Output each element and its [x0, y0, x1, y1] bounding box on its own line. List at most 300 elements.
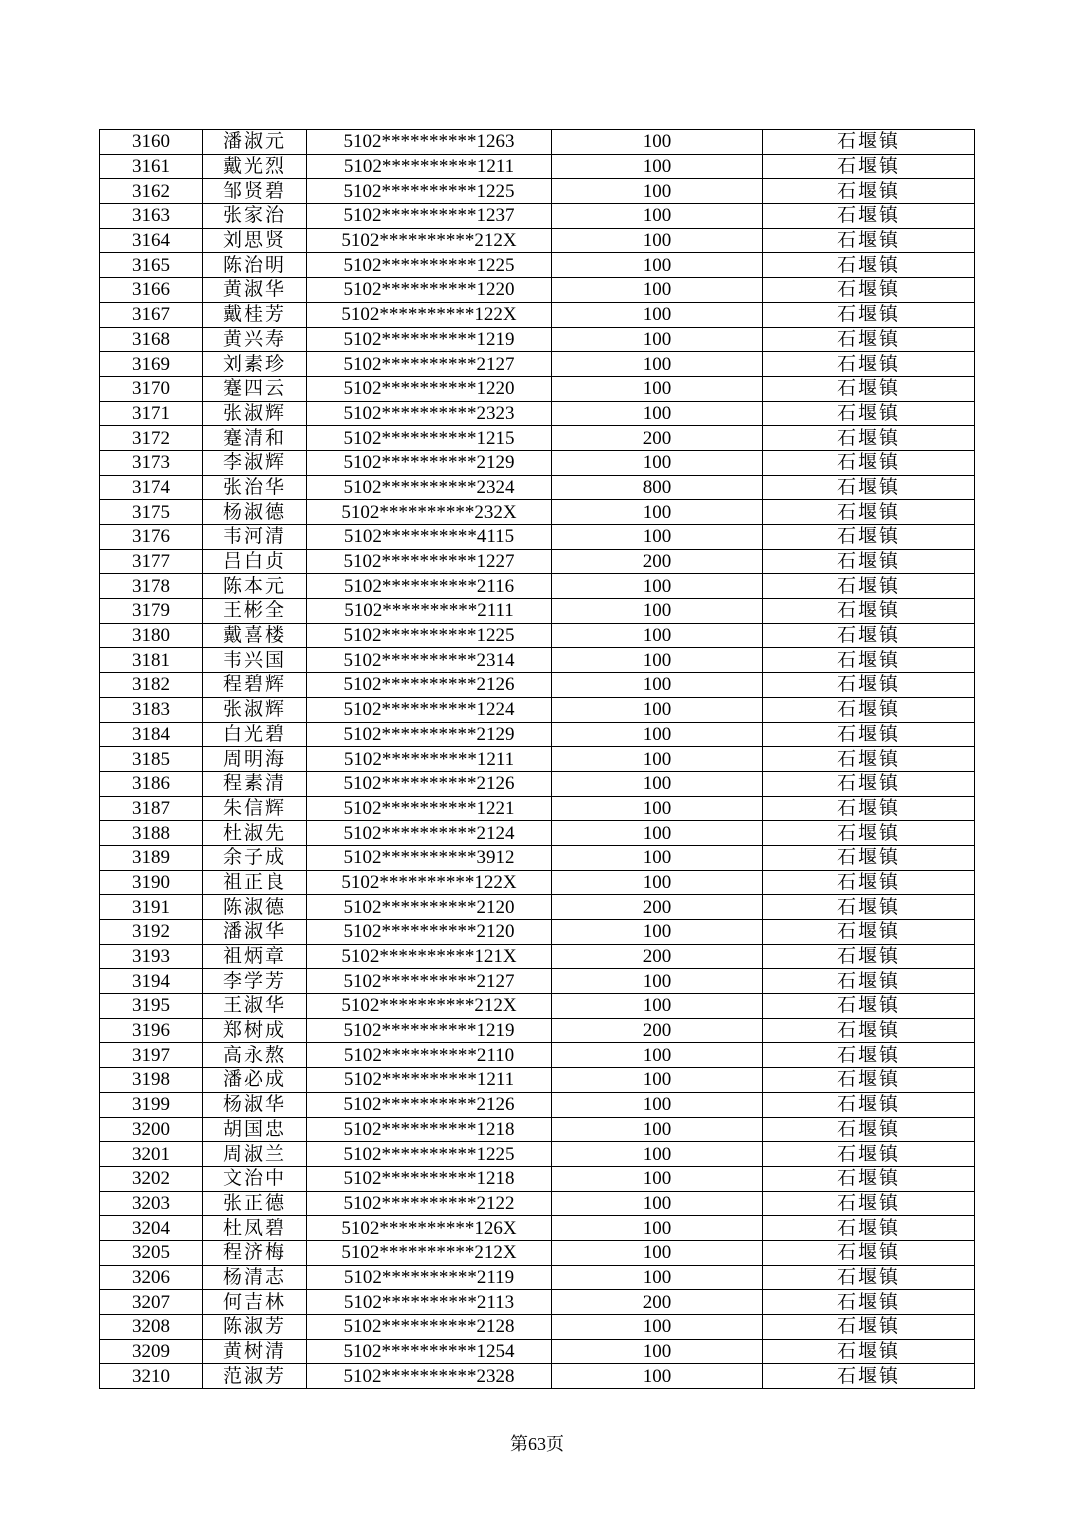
row-number: 3209	[100, 1339, 203, 1364]
person-name: 戴喜楼	[203, 623, 307, 648]
row-number: 3208	[100, 1315, 203, 1340]
town-name: 石堰镇	[763, 969, 975, 994]
row-number: 3197	[100, 1043, 203, 1068]
person-name: 邹贤碧	[203, 179, 307, 204]
amount: 200	[552, 944, 763, 969]
person-name: 潘淑华	[203, 920, 307, 945]
town-name: 石堰镇	[763, 821, 975, 846]
town-name: 石堰镇	[763, 1043, 975, 1068]
amount: 100	[552, 1265, 763, 1290]
town-name: 石堰镇	[763, 475, 975, 500]
person-name: 文治中	[203, 1166, 307, 1191]
amount: 100	[552, 870, 763, 895]
town-name: 石堰镇	[763, 302, 975, 327]
row-number: 3168	[100, 327, 203, 352]
id-number: 5102**********2324	[307, 475, 552, 500]
table-row	[100, 179, 975, 204]
id-number: 5102**********1237	[307, 204, 552, 229]
table-row	[100, 1068, 975, 1093]
person-name: 张家治	[203, 204, 307, 229]
table-row	[100, 154, 975, 179]
row-number: 3194	[100, 969, 203, 994]
row-number: 3176	[100, 525, 203, 550]
row-number: 3189	[100, 845, 203, 870]
person-name: 范淑芳	[203, 1364, 307, 1389]
person-name: 蹇四云	[203, 376, 307, 401]
town-name: 石堰镇	[763, 278, 975, 303]
person-name: 张淑辉	[203, 401, 307, 426]
amount: 100	[552, 722, 763, 747]
town-name: 石堰镇	[763, 1265, 975, 1290]
id-number: 5102**********1218	[307, 1117, 552, 1142]
town-name: 石堰镇	[763, 204, 975, 229]
row-number: 3175	[100, 500, 203, 525]
row-number: 3173	[100, 450, 203, 475]
town-name: 石堰镇	[763, 327, 975, 352]
id-number: 5102**********2110	[307, 1043, 552, 1068]
person-name: 杨淑华	[203, 1092, 307, 1117]
town-name: 石堰镇	[763, 697, 975, 722]
town-name: 石堰镇	[763, 1166, 975, 1191]
row-number: 3182	[100, 673, 203, 698]
row-number: 3201	[100, 1142, 203, 1167]
table-row	[100, 450, 975, 475]
amount: 100	[552, 1068, 763, 1093]
town-name: 石堰镇	[763, 376, 975, 401]
row-number: 3203	[100, 1191, 203, 1216]
amount: 100	[552, 845, 763, 870]
row-number: 3170	[100, 376, 203, 401]
person-name: 王彬全	[203, 599, 307, 624]
town-name: 石堰镇	[763, 747, 975, 772]
town-name: 石堰镇	[763, 994, 975, 1019]
person-name: 张淑辉	[203, 697, 307, 722]
town-name: 石堰镇	[763, 1339, 975, 1364]
town-name: 石堰镇	[763, 771, 975, 796]
id-number: 5102**********2122	[307, 1191, 552, 1216]
row-number: 3191	[100, 895, 203, 920]
amount: 100	[552, 500, 763, 525]
amount: 100	[552, 278, 763, 303]
town-name: 石堰镇	[763, 450, 975, 475]
id-number: 5102**********2127	[307, 352, 552, 377]
id-number: 5102**********1225	[307, 179, 552, 204]
table-row	[100, 204, 975, 229]
person-name: 杜凤碧	[203, 1216, 307, 1241]
id-number: 5102**********2126	[307, 771, 552, 796]
table-row	[100, 870, 975, 895]
id-number: 5102**********1225	[307, 1142, 552, 1167]
person-name: 戴光烈	[203, 154, 307, 179]
person-name: 白光碧	[203, 722, 307, 747]
table-row	[100, 747, 975, 772]
row-number: 3179	[100, 599, 203, 624]
row-number: 3174	[100, 475, 203, 500]
table-row	[100, 1043, 975, 1068]
id-number: 5102**********2127	[307, 969, 552, 994]
amount: 100	[552, 401, 763, 426]
table-row	[100, 525, 975, 550]
town-name: 石堰镇	[763, 870, 975, 895]
row-number: 3204	[100, 1216, 203, 1241]
table-row	[100, 1290, 975, 1315]
id-number: 5102**********122X	[307, 302, 552, 327]
amount: 100	[552, 1191, 763, 1216]
person-name: 周淑兰	[203, 1142, 307, 1167]
id-number: 5102**********2124	[307, 821, 552, 846]
amount: 200	[552, 1018, 763, 1043]
town-name: 石堰镇	[763, 1142, 975, 1167]
table-row	[100, 796, 975, 821]
table-row	[100, 1142, 975, 1167]
id-number: 5102**********1225	[307, 623, 552, 648]
amount: 100	[552, 1240, 763, 1265]
row-number: 3171	[100, 401, 203, 426]
table-row	[100, 994, 975, 1019]
id-number: 5102**********1220	[307, 278, 552, 303]
person-name: 程济梅	[203, 1240, 307, 1265]
town-name: 石堰镇	[763, 1018, 975, 1043]
amount: 100	[552, 1339, 763, 1364]
town-name: 石堰镇	[763, 1216, 975, 1241]
amount: 200	[552, 549, 763, 574]
table-row	[100, 895, 975, 920]
town-name: 石堰镇	[763, 1117, 975, 1142]
table-row	[100, 376, 975, 401]
amount: 200	[552, 426, 763, 451]
table-row	[100, 302, 975, 327]
table-row	[100, 722, 975, 747]
town-name: 石堰镇	[763, 722, 975, 747]
id-number: 5102**********1224	[307, 697, 552, 722]
amount: 100	[552, 821, 763, 846]
table-row	[100, 920, 975, 945]
town-name: 石堰镇	[763, 895, 975, 920]
id-number: 5102**********2314	[307, 648, 552, 673]
amount: 100	[552, 771, 763, 796]
table-row	[100, 623, 975, 648]
table-row	[100, 1092, 975, 1117]
person-name: 戴桂芳	[203, 302, 307, 327]
person-name: 张正德	[203, 1191, 307, 1216]
person-name: 杨清志	[203, 1265, 307, 1290]
table-row	[100, 1191, 975, 1216]
table-row	[100, 1018, 975, 1043]
row-number: 3206	[100, 1265, 203, 1290]
town-name: 石堰镇	[763, 253, 975, 278]
amount: 100	[552, 1142, 763, 1167]
id-number: 5102**********121X	[307, 944, 552, 969]
id-number: 5102**********212X	[307, 994, 552, 1019]
id-number: 5102**********3912	[307, 845, 552, 870]
town-name: 石堰镇	[763, 1191, 975, 1216]
amount: 100	[552, 648, 763, 673]
id-number: 5102**********126X	[307, 1216, 552, 1241]
id-number: 5102**********2113	[307, 1290, 552, 1315]
id-number: 5102**********1211	[307, 154, 552, 179]
person-name: 刘素珍	[203, 352, 307, 377]
row-number: 3190	[100, 870, 203, 895]
amount: 100	[552, 623, 763, 648]
id-number: 5102**********1215	[307, 426, 552, 451]
row-number: 3172	[100, 426, 203, 451]
row-number: 3193	[100, 944, 203, 969]
table-row	[100, 1265, 975, 1290]
table-row	[100, 352, 975, 377]
table-row	[100, 574, 975, 599]
person-name: 何吉林	[203, 1290, 307, 1315]
amount: 100	[552, 450, 763, 475]
row-number: 3187	[100, 796, 203, 821]
amount: 100	[552, 352, 763, 377]
id-number: 5102**********1211	[307, 1068, 552, 1093]
row-number: 3188	[100, 821, 203, 846]
row-number: 3210	[100, 1364, 203, 1389]
amount: 100	[552, 525, 763, 550]
amount: 100	[552, 327, 763, 352]
person-name: 朱信辉	[203, 796, 307, 821]
person-name: 杨淑德	[203, 500, 307, 525]
row-number: 3195	[100, 994, 203, 1019]
row-number: 3166	[100, 278, 203, 303]
amount: 100	[552, 969, 763, 994]
amount: 100	[552, 130, 763, 155]
id-number: 5102**********2129	[307, 450, 552, 475]
id-number: 5102**********2126	[307, 1092, 552, 1117]
id-number: 5102**********2111	[307, 599, 552, 624]
town-name: 石堰镇	[763, 599, 975, 624]
table-row	[100, 697, 975, 722]
town-name: 石堰镇	[763, 130, 975, 155]
person-name: 祖炳章	[203, 944, 307, 969]
town-name: 石堰镇	[763, 944, 975, 969]
amount: 100	[552, 1043, 763, 1068]
table-row	[100, 821, 975, 846]
row-number: 3169	[100, 352, 203, 377]
table-row	[100, 401, 975, 426]
row-number: 3165	[100, 253, 203, 278]
amount: 100	[552, 228, 763, 253]
person-name: 陈淑德	[203, 895, 307, 920]
id-number: 5102**********1211	[307, 747, 552, 772]
person-name: 郑树成	[203, 1018, 307, 1043]
person-name: 杜淑先	[203, 821, 307, 846]
town-name: 石堰镇	[763, 154, 975, 179]
table-row	[100, 549, 975, 574]
amount: 100	[552, 1092, 763, 1117]
person-name: 黄兴寿	[203, 327, 307, 352]
row-number: 3186	[100, 771, 203, 796]
table-body	[100, 130, 975, 1389]
town-name: 石堰镇	[763, 796, 975, 821]
person-name: 黄淑华	[203, 278, 307, 303]
amount: 200	[552, 895, 763, 920]
id-number: 5102**********2129	[307, 722, 552, 747]
table-row	[100, 500, 975, 525]
town-name: 石堰镇	[763, 673, 975, 698]
table-row	[100, 944, 975, 969]
row-number: 3163	[100, 204, 203, 229]
amount: 100	[552, 179, 763, 204]
table-row	[100, 845, 975, 870]
amount: 100	[552, 1166, 763, 1191]
row-number: 3199	[100, 1092, 203, 1117]
id-number: 5102**********1254	[307, 1339, 552, 1364]
row-number: 3198	[100, 1068, 203, 1093]
amount: 100	[552, 747, 763, 772]
town-name: 石堰镇	[763, 352, 975, 377]
page-number: 第63页	[510, 1434, 564, 1454]
row-number: 3160	[100, 130, 203, 155]
row-number: 3164	[100, 228, 203, 253]
row-number: 3192	[100, 920, 203, 945]
id-number: 5102**********2120	[307, 920, 552, 945]
amount: 100	[552, 154, 763, 179]
row-number: 3202	[100, 1166, 203, 1191]
id-number: 5102**********2128	[307, 1315, 552, 1340]
town-name: 石堰镇	[763, 525, 975, 550]
person-name: 祖正良	[203, 870, 307, 895]
person-name: 周明海	[203, 747, 307, 772]
person-name: 高永熬	[203, 1043, 307, 1068]
town-name: 石堰镇	[763, 1290, 975, 1315]
table-row	[100, 648, 975, 673]
town-name: 石堰镇	[763, 648, 975, 673]
amount: 100	[552, 1364, 763, 1389]
amount: 100	[552, 1315, 763, 1340]
person-name: 李学芳	[203, 969, 307, 994]
id-number: 5102**********2116	[307, 574, 552, 599]
table-row	[100, 1240, 975, 1265]
table-row	[100, 771, 975, 796]
amount: 100	[552, 302, 763, 327]
person-name: 程素清	[203, 771, 307, 796]
person-name: 王淑华	[203, 994, 307, 1019]
amount: 800	[552, 475, 763, 500]
person-name: 程碧辉	[203, 673, 307, 698]
town-name: 石堰镇	[763, 401, 975, 426]
table-row	[100, 278, 975, 303]
id-number: 5102**********1221	[307, 796, 552, 821]
table-row	[100, 1339, 975, 1364]
row-number: 3205	[100, 1240, 203, 1265]
table-row	[100, 253, 975, 278]
id-number: 5102**********1227	[307, 549, 552, 574]
person-name: 蹇清和	[203, 426, 307, 451]
town-name: 石堰镇	[763, 845, 975, 870]
id-number: 5102**********2323	[307, 401, 552, 426]
row-number: 3183	[100, 697, 203, 722]
table-row	[100, 1315, 975, 1340]
id-number: 5102**********2119	[307, 1265, 552, 1290]
id-number: 5102**********1219	[307, 327, 552, 352]
person-name: 陈本元	[203, 574, 307, 599]
town-name: 石堰镇	[763, 426, 975, 451]
amount: 100	[552, 599, 763, 624]
person-name: 韦兴国	[203, 648, 307, 673]
row-number: 3184	[100, 722, 203, 747]
row-number: 3196	[100, 1018, 203, 1043]
row-number: 3162	[100, 179, 203, 204]
amount: 200	[552, 1290, 763, 1315]
amount: 100	[552, 253, 763, 278]
row-number: 3161	[100, 154, 203, 179]
id-number: 5102**********1225	[307, 253, 552, 278]
person-name: 陈治明	[203, 253, 307, 278]
id-number: 5102**********1220	[307, 376, 552, 401]
row-number: 3185	[100, 747, 203, 772]
table-row	[100, 228, 975, 253]
town-name: 石堰镇	[763, 1364, 975, 1389]
town-name: 石堰镇	[763, 920, 975, 945]
amount: 100	[552, 376, 763, 401]
amount: 100	[552, 796, 763, 821]
town-name: 石堰镇	[763, 574, 975, 599]
person-name: 潘必成	[203, 1068, 307, 1093]
row-number: 3167	[100, 302, 203, 327]
amount: 100	[552, 673, 763, 698]
table-row	[100, 599, 975, 624]
town-name: 石堰镇	[763, 623, 975, 648]
amount: 100	[552, 1117, 763, 1142]
data-table	[99, 129, 975, 1389]
town-name: 石堰镇	[763, 1068, 975, 1093]
table-row	[100, 426, 975, 451]
table-row	[100, 1166, 975, 1191]
id-number: 5102**********2120	[307, 895, 552, 920]
id-number: 5102**********1263	[307, 130, 552, 155]
table-row	[100, 327, 975, 352]
town-name: 石堰镇	[763, 1092, 975, 1117]
amount: 100	[552, 1216, 763, 1241]
person-name: 李淑辉	[203, 450, 307, 475]
amount: 100	[552, 697, 763, 722]
table-row	[100, 475, 975, 500]
id-number: 5102**********2328	[307, 1364, 552, 1389]
id-number: 5102**********232X	[307, 500, 552, 525]
person-name: 陈淑芳	[203, 1315, 307, 1340]
row-number: 3207	[100, 1290, 203, 1315]
table-row	[100, 1117, 975, 1142]
row-number: 3177	[100, 549, 203, 574]
person-name: 韦河清	[203, 525, 307, 550]
person-name: 潘淑元	[203, 130, 307, 155]
person-name: 吕白贞	[203, 549, 307, 574]
id-number: 5102**********2126	[307, 673, 552, 698]
id-number: 5102**********1219	[307, 1018, 552, 1043]
amount: 100	[552, 574, 763, 599]
table-row	[100, 969, 975, 994]
table-row	[100, 673, 975, 698]
id-number: 5102**********212X	[307, 228, 552, 253]
person-name: 刘思贤	[203, 228, 307, 253]
person-name: 胡国忠	[203, 1117, 307, 1142]
row-number: 3178	[100, 574, 203, 599]
town-name: 石堰镇	[763, 179, 975, 204]
row-number: 3200	[100, 1117, 203, 1142]
id-number: 5102**********4115	[307, 525, 552, 550]
town-name: 石堰镇	[763, 228, 975, 253]
amount: 100	[552, 920, 763, 945]
row-number: 3181	[100, 648, 203, 673]
id-number: 5102**********122X	[307, 870, 552, 895]
person-name: 余子成	[203, 845, 307, 870]
town-name: 石堰镇	[763, 1315, 975, 1340]
id-number: 5102**********1218	[307, 1166, 552, 1191]
amount: 100	[552, 994, 763, 1019]
town-name: 石堰镇	[763, 1240, 975, 1265]
person-name: 黄树清	[203, 1339, 307, 1364]
